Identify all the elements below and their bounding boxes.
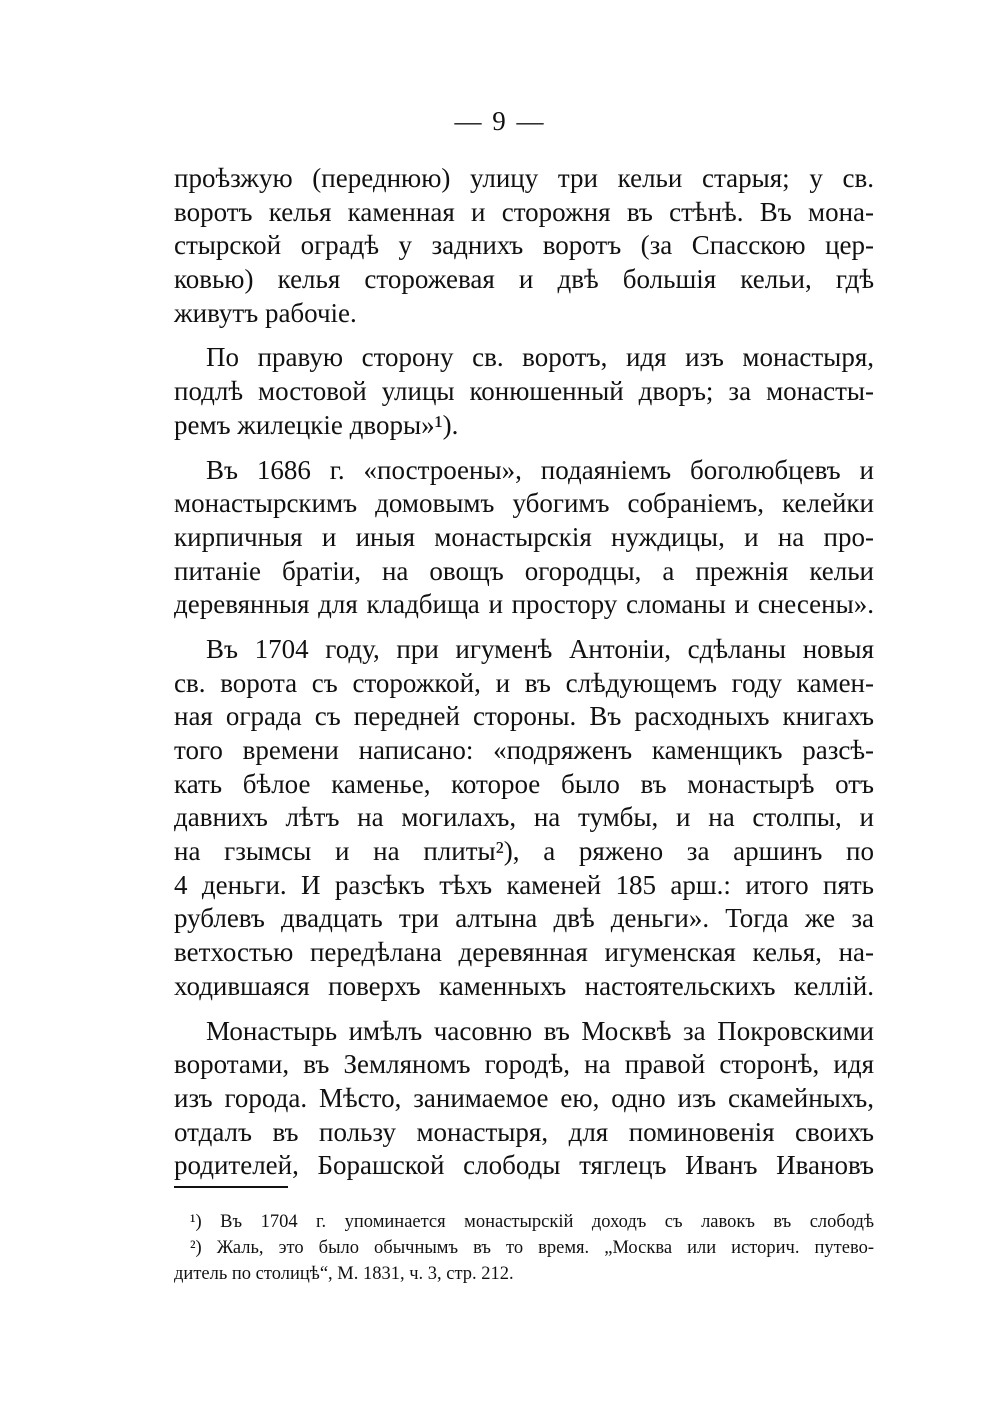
text-line: монастырскимъ домовымъ убогимъ собраніемъ, келейки: [174, 488, 874, 519]
text-line: ветхостью передѣлана деревянная игуменская келья, на-: [174, 937, 874, 968]
text-line: рублевъ двадцать три алтына двѣ деньги». Тогда же за: [174, 903, 874, 934]
footnote-divider: [174, 1186, 288, 1188]
text-line: ходившаяся поверхъ каменныхъ настоятельскихъ келлій.: [174, 970, 874, 1001]
page-number: — 9 —: [454, 106, 546, 136]
text-line: ковью) келья сторожевая и двѣ большія кельи, гдѣ: [174, 264, 874, 295]
body-text: [174, 162, 874, 1194]
paragraph-1: [174, 162, 874, 330]
text-line: живутъ рабочіе.: [174, 297, 357, 328]
footnotes: [174, 1209, 874, 1287]
text-line: По правую сторону св. воротъ, идя изъ монастыря,: [206, 342, 874, 373]
paragraph-5: [174, 1015, 874, 1183]
text-line: стырской оградѣ у заднихъ воротъ (за Спасскою цер-: [174, 230, 874, 261]
text-line: кирпичныя и иныя монастырскія нуждицы, и на про-: [174, 521, 874, 552]
text-line: Въ 1686 г. «построены», подаяніемъ боголюбцевъ и: [206, 454, 874, 485]
paragraph-4: [174, 633, 874, 1004]
text-line: кать бѣлое каменье, которое было въ монастырѣ отъ: [174, 768, 874, 799]
text-line: св. ворота съ сторожкой, и въ слѣдующемъ году камен-: [174, 667, 874, 698]
text-line: питаніе братіи, на овощъ огородцы, а прежнія кельи: [174, 555, 874, 586]
text-line: родителей, Борашской слободы тяглецъ Иванъ Ивановъ: [174, 1150, 874, 1181]
text-line: того времени написано: «подряженъ каменщикъ разсѣ-: [174, 735, 874, 765]
text-line: воротъ келья каменная и сторожня въ стѣнѣ. Въ мона-: [174, 196, 874, 227]
text-line: Монастырь имѣлъ часовню въ Москвѣ за Покровскими: [206, 1015, 874, 1046]
text-line: воротами, въ Земляномъ городѣ, на правой сторонѣ, идя: [174, 1049, 874, 1080]
paragraph-2: [174, 341, 874, 442]
paragraph-3: [174, 454, 874, 622]
text-line: изъ города. Мѣсто, занимаемое ею, одно изъ скамейныхъ,: [174, 1082, 874, 1113]
text-line: Въ 1704 году, при игуменѣ Антоніи, сдѣланы новыя: [206, 633, 874, 664]
footnote-2-continued: дитель по столицѣ“, М. 1831, ч. 3, стр. 212.: [174, 1264, 514, 1284]
text-line: подлѣ мостовой улицы конюшенный дворъ; за монасты-: [174, 376, 874, 407]
footnote-2: ²) Жаль, это было обычнымъ въ то время. „Москва или историч. путево-: [190, 1238, 874, 1258]
text-line: деревянныя для кладбища и простору сломаны и снесены».: [174, 589, 874, 620]
text-line: на гзымсы и на плиты²), а ряжено за аршинъ по: [174, 836, 874, 867]
text-line: проѣзжую (переднюю) улицу три кельи старыя; у св.: [174, 163, 874, 193]
text-line: давнихъ лѣтъ на могилахъ, на тумбы, и на столпы, и: [174, 802, 874, 833]
text-line: ремъ жилецкіе дворы»¹).: [174, 409, 459, 440]
text-line: отдалъ въ пользу монастыря, для поминовенія своихъ: [174, 1116, 874, 1147]
footnote-1: ¹) Въ 1704 г. упоминается монастырскій доходъ съ лавокъ въ слободѣ: [190, 1212, 874, 1232]
text-line: 4 деньги. И разсѣкъ тѣхъ каменей 185 арш.: итого пять: [174, 869, 874, 900]
text-line: ная ограда съ передней стороны. Въ расходныхъ книгахъ: [174, 701, 874, 732]
